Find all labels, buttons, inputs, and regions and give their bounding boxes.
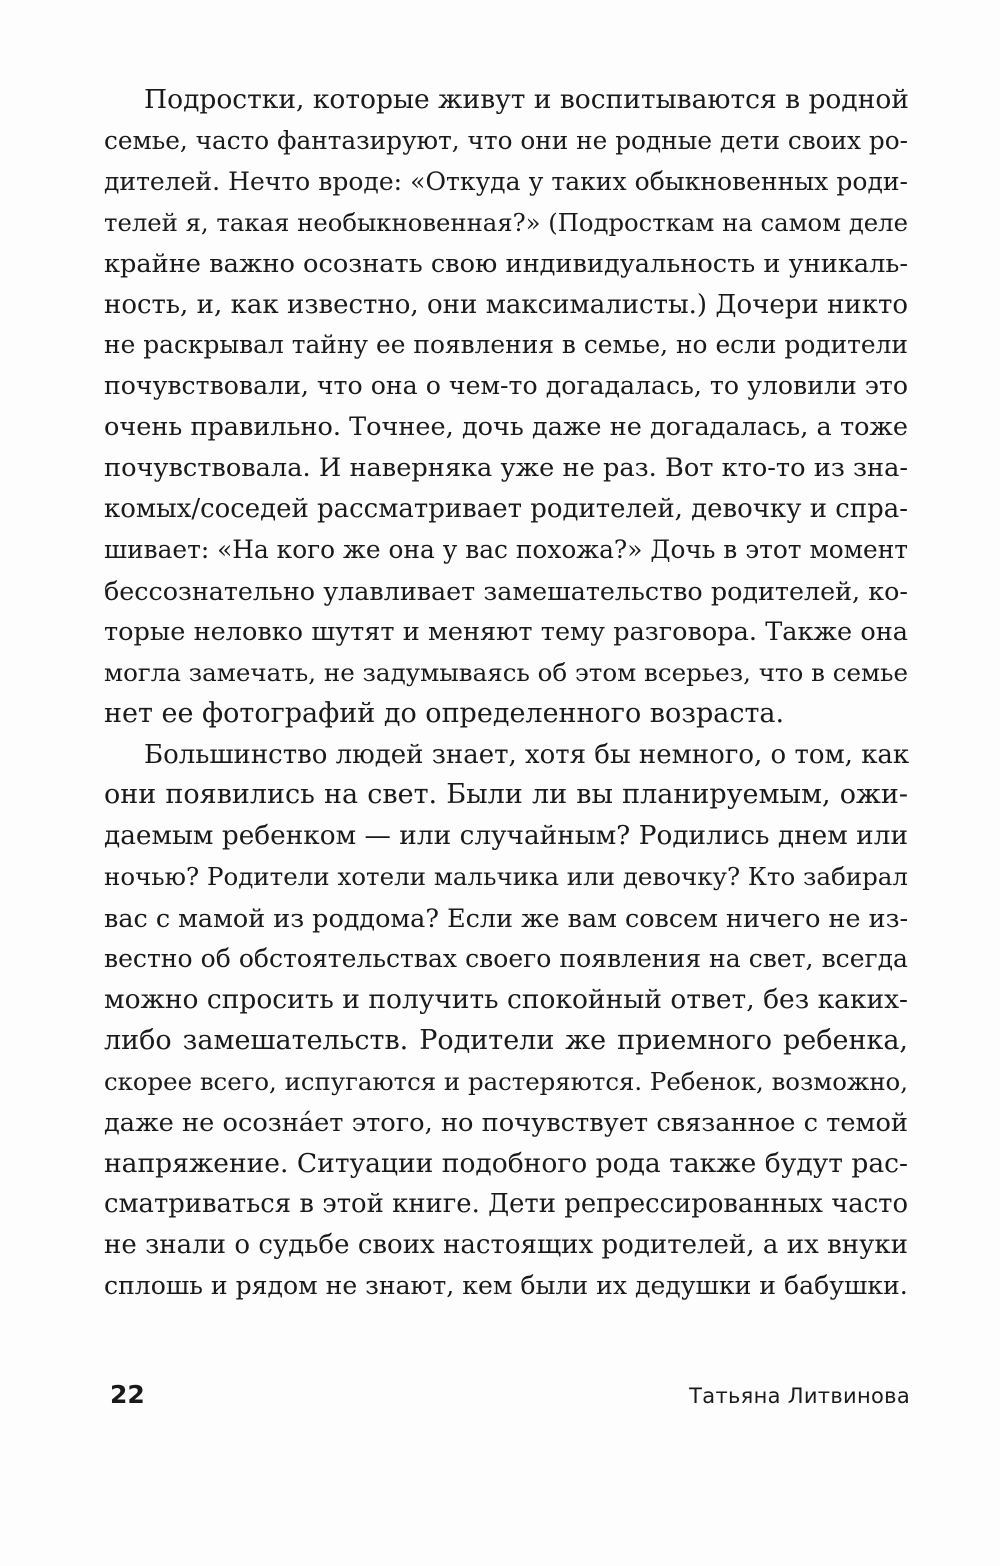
body-text [104, 80, 908, 1307]
text-line: семье, часто фантазируют, что они не родные дети своих ро- [104, 125, 908, 155]
paragraph-1 [104, 80, 908, 735]
page-footer [110, 1380, 910, 1420]
text-line: либо замешательств. Родители же приемного ребенка, [104, 1024, 908, 1056]
text-line: могла замечать, не задумываясь об этом всерьез, что в семье [104, 657, 908, 687]
text-line: очень правильно. Точнее, дочь даже не догадалась, а тоже [104, 412, 908, 443]
text-line: можно спросить и получить спокойный ответ, без каких- [104, 983, 908, 1015]
text-line: Подростки, которые живут и воспитываются в родной [144, 84, 909, 115]
text-line: почувствовали, что она о чем-то догадалась, то уловили это [104, 371, 908, 401]
text-line: ночью? Родители хотели мальчика или девочку? Кто забирал [104, 862, 908, 892]
text-line: они появились на свет. Были ли вы планируемым, ожи- [104, 779, 908, 811]
text-line: вестно об обстоятельствах своего появления на свет, всегда [104, 944, 908, 974]
text-line: даемым ребенком — или случайным? Родились днем или [104, 821, 908, 852]
text-line: даже не осознáет этого, но почувствует связанное с темой [104, 1107, 908, 1138]
text-line: бессознательно улавливает замешательство родителей, ко- [104, 575, 908, 606]
text-line: крайне важно осознать свою индивидуальность и уникаль- [104, 248, 908, 279]
text-line: телей я, такая необыкновенная?» (Подросткам на самом деле [104, 207, 908, 237]
text-line: нет ее фотографий до определенного возраста. [104, 697, 785, 729]
text-line: Большинство людей знает, хотя бы немного, о том, как [144, 739, 910, 770]
text-line: ность, и, как известно, они максималисты.) Дочери никто [104, 289, 908, 320]
text-line: дителей. Нечто вроде: «Откуда у таких обыкновенных роди- [104, 166, 908, 196]
text-line: скорее всего, испугаются и растеряются. Ребенок, возможно, [104, 1066, 908, 1096]
text-line: не раскрывал тайну ее появления в семье, но если родители [104, 330, 908, 360]
author-name: Татьяна Литвинова [689, 1384, 910, 1408]
text-line: торые неловко шутят и меняют тему разговора. Также она [104, 616, 908, 647]
text-line: шивает: «На кого же она у вас похожа?» Дочь в этот момент [104, 534, 908, 564]
text-line: напряжение. Ситуации подобного рода также будут рас- [104, 1147, 908, 1179]
paragraph-2 [104, 735, 908, 1308]
text-line: почувствовала. И наверняка уже не раз. Вот кто-то из зна- [104, 453, 908, 484]
text-line: сплошь и рядом не знают, кем были их дедушки и бабушки. [104, 1271, 908, 1301]
text-line: сматриваться в этой книге. Дети репрессированных часто [104, 1189, 908, 1220]
page-number: 22 [110, 1380, 145, 1409]
text-line: не знали о судьбе своих настоящих родителей, а их внуки [104, 1230, 908, 1261]
text-line: вас с мамой из роддома? Если же вам совсем ничего не из- [104, 903, 909, 934]
text-line: комых/соседей рассматривает родителей, девочку и спра- [104, 494, 908, 525]
